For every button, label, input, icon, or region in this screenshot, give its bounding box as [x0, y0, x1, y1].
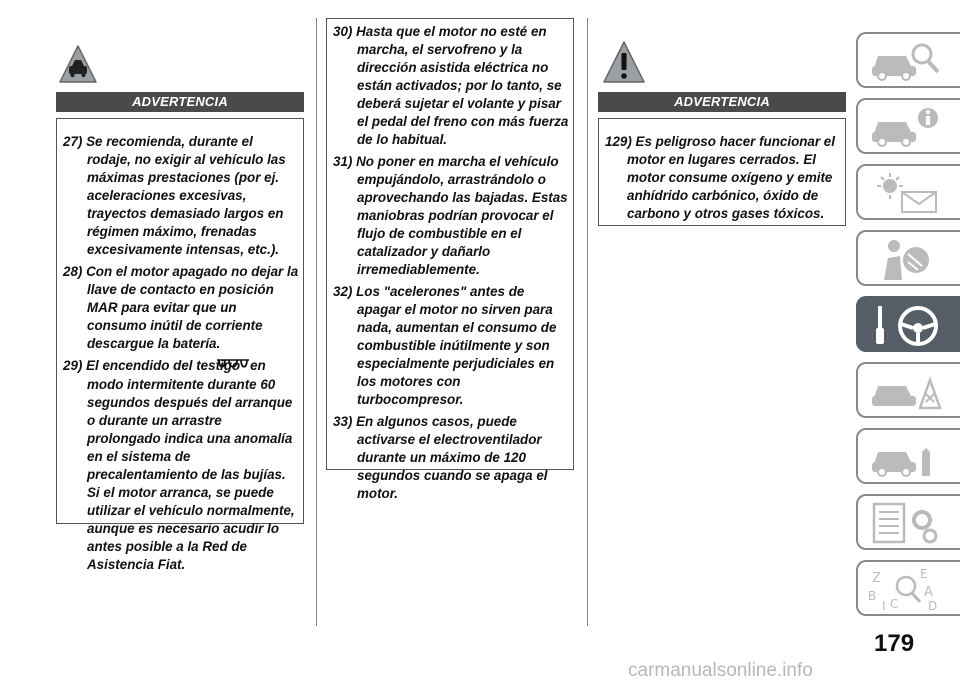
svg-text:D: D [928, 599, 938, 612]
note-32 [333, 283, 569, 409]
alphabet-index-icon [868, 566, 948, 612]
warning-lights-icon [868, 170, 948, 216]
note-text: Hasta que el motor no esté en marcha, el servofreno y la dirección asistida eléctrica no están activados; por lo tanto, se deberá sujetar el volante y pisar el pedal del freno con más fuerza de lo habitual. [356, 24, 569, 147]
note-number: 29) [63, 358, 83, 374]
note-text: en modo intermitente durante 60 segundos después del arranque o durante un arrastre prolongado indica una anomalía en el sistema de precalentamiento de las bujías. Si el motor arranca, se puede utilizar el vehículo normalmente, aunque es necesario acudir lo antes posible a la Red de Asistencia Fiat. [87, 358, 295, 572]
note-number: 33) [333, 414, 353, 429]
note-27 [63, 133, 299, 259]
warning-box-middle [326, 18, 574, 501]
svg-text:Z: Z [872, 571, 881, 586]
note-number: 28) [63, 264, 83, 279]
tab-starting-driving[interactable] [856, 296, 960, 352]
note-number: 32) [333, 284, 353, 299]
note-text: El encendido del testigo [86, 358, 241, 374]
svg-text:B: B [868, 589, 877, 603]
tab-car-search[interactable] [856, 32, 960, 88]
tab-emergency[interactable] [856, 362, 960, 418]
car-info-icon [868, 104, 948, 150]
note-number: 27) [63, 134, 83, 149]
note-number: 30) [333, 24, 353, 39]
car-wrench-icon [868, 434, 948, 480]
note-129 [605, 133, 841, 223]
tab-airbag-safety[interactable] [856, 230, 960, 286]
warning-header: ADVERTENCIA [598, 92, 846, 112]
tab-car-info[interactable] [856, 98, 960, 154]
note-33 [333, 413, 569, 503]
note-text: Los "acelerones" antes de apagar el motor no sirven para nada, aumentan el consumo de combustible inútilmente y son especialmente perjudiciales en los motores con turbocompresor. [356, 284, 557, 407]
car-search-icon [868, 38, 948, 84]
airbag-person-icon [868, 236, 948, 282]
key-steering-wheel-icon [868, 302, 948, 348]
note-text: Se recomienda, durante el rodaje, no exigir al vehículo las máximas prestaciones (por ej. aceleraciones excesivas, trayectos demasiado largos en régimen máximo, frenadas excesivamente intensas, etc.). [86, 134, 286, 257]
tab-warning-lights[interactable] [856, 164, 960, 220]
warning-box-right [598, 118, 846, 226]
note-30 [333, 23, 569, 149]
exclamation-warning-icon [602, 40, 646, 89]
svg-text:I: I [882, 599, 886, 612]
note-number: 129) [605, 134, 632, 149]
svg-text:A: A [924, 585, 933, 600]
svg-text:E: E [920, 567, 928, 581]
car-skid-warning-icon [58, 44, 98, 89]
note-28 [63, 263, 299, 353]
tab-maintenance[interactable] [856, 428, 960, 484]
note-text: En algunos casos, puede activarse el electroventilador durante un máximo de 120 segundos cuando se apaga el motor. [356, 414, 548, 501]
watermark: carmanualsonline.info [628, 660, 813, 681]
warning-header: ADVERTENCIA [56, 92, 304, 112]
note-text: Con el motor apagado no dejar la llave de contacto en posición MAR para evitar que un consumo inútil de corriente descargue la batería. [86, 264, 299, 351]
specs-gear-icon [868, 500, 948, 546]
glow-plug-icon [240, 357, 250, 376]
column-divider-left [316, 18, 317, 626]
note-number: 31) [333, 154, 353, 169]
svg-text:C: C [890, 597, 899, 611]
warning-box-left [56, 118, 304, 572]
note-text: No poner en marcha el vehículo empujándolo, arrastrándolo o aprovechando las bajadas. Estas maniobras podrían provocar el flujo de combustible en el catalizador y dañarlo irremediablemente. [356, 154, 568, 277]
car-hazard-icon [868, 368, 948, 414]
column-divider-right [587, 18, 588, 626]
note-29 [63, 357, 299, 574]
tab-technical-specs[interactable] [856, 494, 960, 550]
note-text: Es peligroso hacer funcionar el motor en lugares cerrados. El motor consume oxígeno y emite anhídrido carbónico, óxido de carbono y otros gases tóxicos. [627, 134, 835, 221]
page-number: 179 [874, 630, 915, 657]
tab-index[interactable] [856, 560, 960, 616]
note-31 [333, 153, 569, 279]
